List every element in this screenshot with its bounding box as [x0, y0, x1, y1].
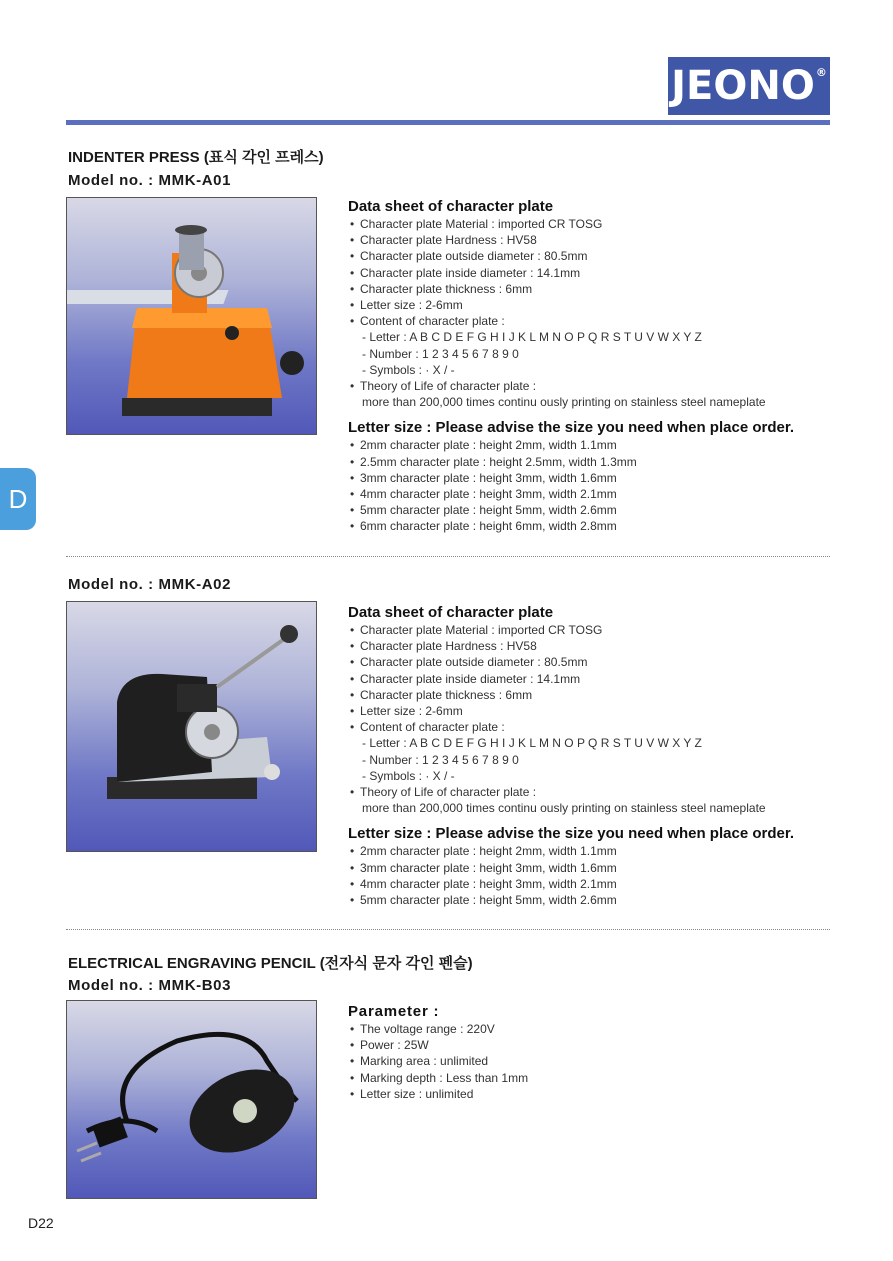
bullet-icon: • — [350, 671, 355, 686]
spec-item-text: Marking depth : Less than 1mm — [360, 1070, 529, 1085]
spec-item — [348, 1086, 848, 1102]
spec-item — [348, 622, 848, 638]
spec-item-text: Theory of Life of character plate : — [360, 785, 537, 800]
bullet-icon: • — [350, 265, 355, 280]
letter-size-list — [348, 437, 848, 534]
spec-item-text: more than 200,000 times continu ously printing on stainless steel nameplate — [362, 801, 766, 816]
spec-item — [348, 378, 848, 394]
spec-item — [348, 265, 848, 281]
spec-item-text: - Symbols : · X / - — [362, 362, 455, 377]
product-image-mmk-a01 — [66, 197, 317, 435]
brand-name: JEONO — [671, 63, 815, 109]
section-divider — [66, 556, 830, 557]
spec-item — [348, 1070, 848, 1086]
letter-size-text: 3mm character plate : height 3mm, width 1.6mm — [360, 470, 617, 485]
spec-item — [348, 329, 848, 345]
spec-item — [348, 232, 848, 248]
section-divider — [66, 929, 830, 930]
bullet-icon: • — [350, 503, 355, 518]
spec-item — [348, 346, 848, 362]
spec-item — [348, 638, 848, 654]
spec-item — [348, 768, 848, 784]
spec-item — [348, 1021, 848, 1037]
bullet-icon: • — [350, 860, 355, 875]
spec-item-text: Character plate inside diameter : 14.1mm — [360, 671, 581, 686]
letter-size-text: 6mm character plate : height 6mm, width 2.8mm — [360, 519, 617, 534]
spec-item-text: Letter size : 2-6mm — [360, 298, 463, 313]
spec-item — [348, 752, 848, 768]
letter-size-item — [348, 437, 848, 453]
bullet-icon: • — [350, 217, 355, 231]
spec-item-text: Marking area : unlimited — [360, 1054, 489, 1069]
letter-size-list — [348, 843, 848, 908]
model-number-a01: Model no. : MMK-A01 — [68, 172, 232, 189]
spec-item — [348, 654, 848, 670]
data-sheet-heading: Data sheet of character plate — [348, 198, 554, 215]
spec-item-text: - Symbols : · X / - — [362, 768, 455, 783]
bullet-icon: • — [350, 233, 355, 248]
bullet-icon: • — [350, 314, 355, 329]
header-rule — [66, 120, 830, 125]
spec-item — [348, 735, 848, 751]
letter-size-item — [348, 843, 848, 859]
data-sheet-list — [348, 216, 848, 410]
spec-item — [348, 362, 848, 378]
spec-item-text: Character plate thickness : 6mm — [360, 687, 533, 702]
brand-logo — [668, 57, 830, 115]
spec-item — [348, 313, 848, 329]
data-sheet-heading: Data sheet of character plate — [348, 604, 554, 621]
spec-block-mmk-a02 — [348, 604, 848, 908]
letter-size-text: 4mm character plate : height 3mm, width 2.1mm — [360, 487, 617, 502]
letter-size-heading: Letter size : Please advise the size you need when place order. — [348, 419, 795, 437]
spec-item-text: - Letter : A B C D E F G H I J K L M N O P Q R S T U V W X Y Z — [362, 736, 702, 751]
black-press-illustration — [67, 602, 317, 852]
bullet-icon: • — [350, 1038, 355, 1053]
bullet-icon: • — [350, 704, 355, 719]
letter-size-text: 3mm character plate : height 3mm, width 1.6mm — [360, 860, 617, 875]
model-number-a02: Model no. : MMK-A02 — [68, 576, 232, 593]
spec-block-mmk-a01 — [348, 198, 848, 535]
product-image-mmk-b03 — [66, 1000, 317, 1199]
spec-item-text: Character plate Material : imported CR TOSG — [360, 217, 603, 231]
bullet-icon: • — [350, 687, 355, 702]
spec-item-text: Character plate inside diameter : 14.1mm — [360, 265, 581, 280]
spec-item — [348, 297, 848, 313]
spec-item-text: Content of character plate : — [360, 720, 505, 735]
bullet-icon: • — [350, 639, 355, 654]
bullet-icon: • — [350, 623, 355, 637]
bullet-icon: • — [350, 844, 355, 859]
spec-item-text: Theory of Life of character plate : — [360, 379, 537, 394]
parameter-list — [348, 1021, 848, 1102]
spec-item-text: - Number : 1 2 3 4 5 6 7 8 9 0 — [362, 346, 519, 361]
letter-size-item — [348, 876, 848, 892]
spec-item — [348, 687, 848, 703]
letter-size-heading: Letter size : Please advise the size you need when place order. — [348, 825, 795, 843]
model-number-b03: Model no. : MMK-B03 — [68, 977, 232, 994]
bullet-icon: • — [350, 1070, 355, 1085]
spec-item-text: Character plate outside diameter : 80.5mm — [360, 655, 588, 670]
registered-mark: ® — [815, 65, 827, 79]
letter-size-text: 5mm character plate : height 5mm, width 2.6mm — [360, 893, 617, 908]
spec-item — [348, 216, 848, 232]
letter-size-item — [348, 454, 848, 470]
spec-item — [348, 719, 848, 735]
bullet-icon: • — [350, 379, 355, 394]
chapter-tab: D — [0, 468, 36, 530]
bullet-icon: • — [350, 438, 355, 453]
spec-item — [348, 281, 848, 297]
letter-size-text: 2mm character plate : height 2mm, width 1.1mm — [360, 844, 617, 859]
spec-item-text: Character plate Hardness : HV58 — [360, 233, 537, 248]
spec-item — [348, 248, 848, 264]
bullet-icon: • — [350, 720, 355, 735]
bullet-icon: • — [350, 487, 355, 502]
bullet-icon: • — [350, 876, 355, 891]
bullet-icon: • — [350, 1086, 355, 1101]
spec-item — [348, 800, 848, 816]
spec-item-text: Character plate outside diameter : 80.5mm — [360, 249, 588, 264]
letter-size-item — [348, 470, 848, 486]
letter-size-item — [348, 486, 848, 502]
bullet-icon: • — [350, 249, 355, 264]
orange-press-illustration — [67, 198, 317, 435]
spec-item-text: - Number : 1 2 3 4 5 6 7 8 9 0 — [362, 752, 519, 767]
letter-size-item — [348, 860, 848, 876]
product-image-mmk-a02 — [66, 601, 317, 852]
letter-size-text: 2.5mm character plate : height 2.5mm, width 1.3mm — [360, 454, 637, 469]
bullet-icon: • — [350, 281, 355, 296]
bullet-icon: • — [350, 785, 355, 800]
bullet-icon: • — [350, 655, 355, 670]
bullet-icon: • — [350, 1022, 355, 1036]
parameter-heading: Parameter : — [348, 1003, 440, 1020]
letter-size-item — [348, 892, 848, 908]
bullet-icon: • — [350, 470, 355, 485]
letter-size-item — [348, 518, 848, 534]
data-sheet-list — [348, 622, 848, 816]
spec-item-text: Letter size : unlimited — [360, 1086, 474, 1101]
engraving-pencil-illustration — [67, 1001, 317, 1199]
spec-item-text: Letter size : 2-6mm — [360, 704, 463, 719]
spec-item — [348, 703, 848, 719]
spec-item — [348, 671, 848, 687]
bullet-icon: • — [350, 454, 355, 469]
spec-item-text: The voltage range : 220V — [360, 1022, 495, 1036]
section-title-engraving-pencil: ELECTRICAL ENGRAVING PENCIL (전자식 문자 각인 펜슬) — [68, 955, 473, 972]
spec-item-text: Character plate Material : imported CR TOSG — [360, 623, 603, 637]
spec-item-text: Content of character plate : — [360, 314, 505, 329]
bullet-icon: • — [350, 519, 355, 534]
spec-item-text: - Letter : A B C D E F G H I J K L M N O P Q R S T U V W X Y Z — [362, 330, 702, 345]
spec-item-text: Character plate Hardness : HV58 — [360, 639, 537, 654]
spec-block-mmk-b03 — [348, 1003, 848, 1102]
spec-item — [348, 1037, 848, 1053]
letter-size-text: 5mm character plate : height 5mm, width 2.6mm — [360, 503, 617, 518]
letter-size-item — [348, 502, 848, 518]
letter-size-text: 4mm character plate : height 3mm, width 2.1mm — [360, 876, 617, 891]
spec-item — [348, 1053, 848, 1069]
section-title-indenter-press: INDENTER PRESS (표식 각인 프레스) — [68, 149, 324, 166]
spec-item-text: Power : 25W — [360, 1038, 429, 1053]
spec-item-text: Character plate thickness : 6mm — [360, 281, 533, 296]
spec-item — [348, 394, 848, 410]
page-number: D22 — [28, 1215, 54, 1231]
bullet-icon: • — [350, 1054, 355, 1069]
bullet-icon: • — [350, 298, 355, 313]
spec-item-text: more than 200,000 times continu ously printing on stainless steel nameplate — [362, 395, 766, 410]
bullet-icon: • — [350, 893, 355, 908]
letter-size-text: 2mm character plate : height 2mm, width 1.1mm — [360, 438, 617, 453]
spec-item — [348, 784, 848, 800]
